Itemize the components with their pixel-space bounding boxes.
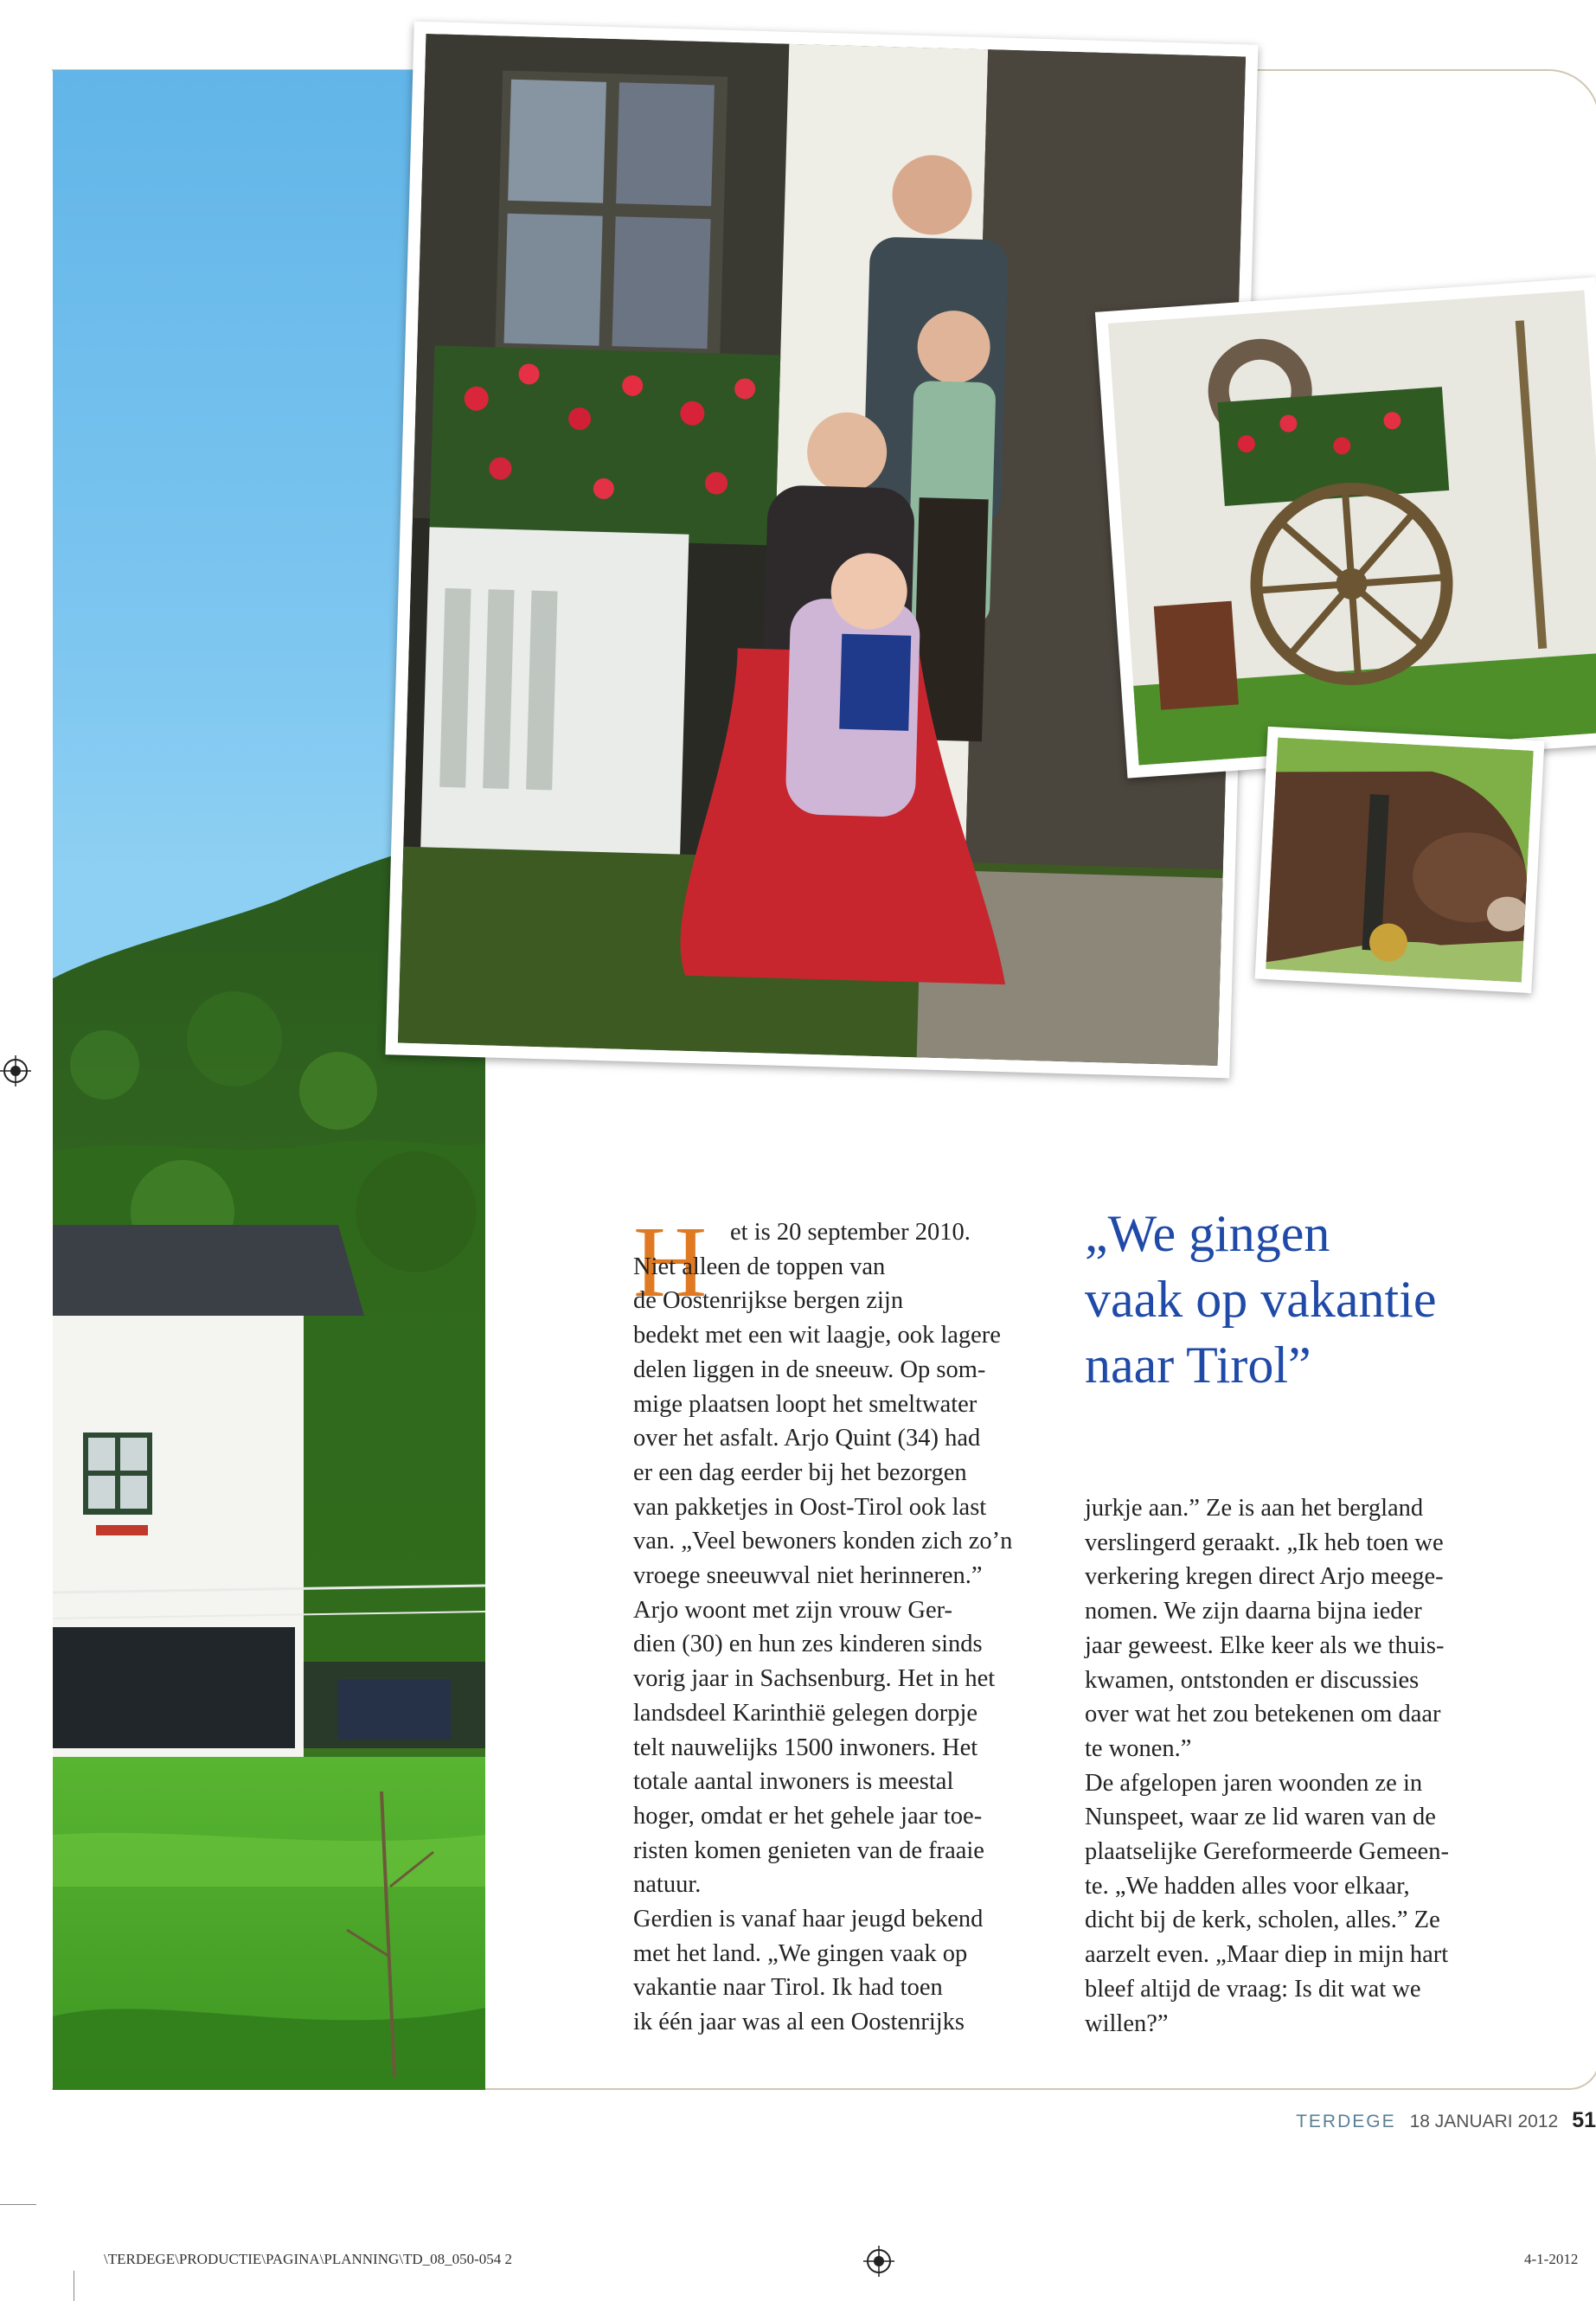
registration-mark-icon	[863, 2246, 894, 2277]
issue-date: 18 JANUARI 2012	[1409, 2112, 1559, 2131]
production-slug-path: \TERDEGE\PRODUCTIE\PAGINA\PLANNING\TD_08_050-054 2	[104, 2251, 513, 2267]
pull-quote: „We gingen vaak op vakantie naar Tirol”	[1085, 1205, 1437, 1394]
article-column-1: et is 20 september 2010. Niet alleen de toppen van de Oostenrijkse bergen zijn bedekt met een wit laagje, ook lagere delen liggen in de sneeuw. Op som- mige plaatsen loopt het smeltwater over het asfalt. Arjo Quint (34) had er een dag eerder bij het bezorgen van pakketjes in Oost-Tirol ook last van. „Veel bewoners konden zich zo’n vroege sneeuwval niet herinneren.” Arjo woont met zijn vrouw Ger- dien (30) en hun zes kinderen sinds vorig jaar in Sachsenburg. Het in het landsdeel Karinthië gelegen dorpje telt nauwelijks 1500 inwoners. Het totale aantal inwoners is meestal hoger, omdat er het gehele jaar toe- risten komen genieten van de fraaie natuur. Gerdien is vanaf haar jeugd bekend met het land. „We gingen vaak op vakantie naar Tirol. Ik had toen ik één jaar was al een Oostenrijks	[633, 1219, 1013, 2036]
article-column-2: jurkje aan.” Ze is aan het bergland verslingerd geraakt. „Ik heb toen we verkering kregen direct Arjo meege- nomen. We zijn daarna bijna ieder jaar geweest. Elke keer als we thuis- kwamen, ontstonden er discussies over wat het zou betekenen om daar te wonen.” De afgelopen jaren woonden ze in Nunspeet, waar ze lid waren van de plaatselijke Gereformeerde Gemeen- te. „We hadden alles voor elkaar, dicht bij de kerk, scholen, alles.” Ze aarzelt even. „Maar diep in mijn hart bleef altijd de vraag: Is dit wat we willen?”	[1085, 1495, 1449, 2037]
cart-wheel-photo	[1095, 277, 1596, 778]
page-footer	[1296, 2107, 1596, 2133]
production-slug-date: 4-1-2012	[1524, 2251, 1579, 2267]
publication-name: TERDEGE	[1296, 2112, 1396, 2131]
registration-mark-icon	[0, 1055, 31, 1086]
crop-mark-left	[0, 2204, 36, 2205]
drop-cap: H	[633, 1205, 708, 1318]
page-number: 51	[1572, 2108, 1596, 2132]
cow-photo	[1255, 727, 1545, 993]
